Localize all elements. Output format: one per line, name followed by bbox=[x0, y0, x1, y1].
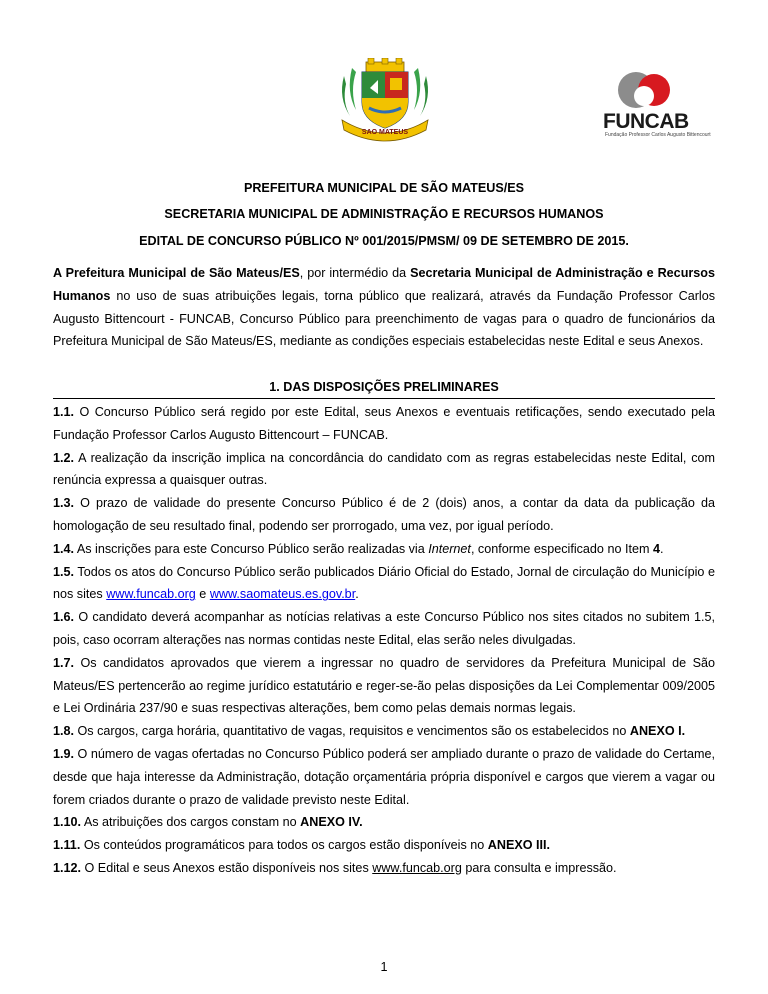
item-text: Todos os atos do Concurso Público serão publicados Diário Oficial do Estado, Jornal de circulação do Município e nos sites bbox=[53, 564, 715, 602]
item-1-1 bbox=[53, 401, 715, 447]
item-1-4 bbox=[53, 538, 715, 561]
annex-reference: ANEXO IV. bbox=[300, 815, 363, 830]
item-number: 1.2. bbox=[53, 450, 75, 465]
item-number: 1.10. bbox=[53, 815, 82, 830]
item-number: 1.12. bbox=[53, 860, 82, 875]
item-text: O prazo de validade do presente Concurso Público é de 2 (dois) anos, a contar da data da publicação da homologação de seu resultado final, podendo ser prorrogado, uma vez, por igual período. bbox=[53, 496, 715, 533]
intro-secretariat-name-cont: Humanos bbox=[53, 288, 111, 303]
intro-secretariat-name: Secretaria Municipal de Administração e Recursos bbox=[410, 266, 715, 280]
item-1-11 bbox=[53, 834, 715, 857]
item-number: 1.1. bbox=[53, 405, 75, 419]
annex-reference: ANEXO I. bbox=[629, 724, 686, 739]
intro-paragraph bbox=[53, 262, 715, 353]
item-1-7 bbox=[53, 652, 715, 720]
item-1-8 bbox=[53, 720, 715, 743]
item-1-2 bbox=[53, 447, 715, 493]
item-text: O candidato deverá acompanhar as notícias relativas a este Concurso Público nos sites citados no subitem 1.5, pois, caso ocorram alterações nas normas contidas neste Edital, elas serão neles divulgadas. bbox=[53, 610, 715, 647]
item-text: As atribuições dos cargos constam no bbox=[81, 815, 301, 830]
item-italic-term: Internet bbox=[428, 541, 471, 556]
intro-text-part: , por intermédio da bbox=[299, 266, 411, 280]
item-text: Os candidatos aprovados que vierem a ingressar no quadro de servidores da Prefeitura Municipal de São Mateus/ES pertencerão ao regime jurídico estatutário e reger-se-ão pelas disposições da Lei Complementar 009/2005 e Lei Ordinária 237/90 e suas respectivas alterações, bem como pelas demais normas legais. bbox=[53, 655, 715, 716]
annex-reference: ANEXO III. bbox=[487, 838, 551, 853]
item-1-9 bbox=[53, 743, 715, 811]
item-text: para consulta e impressão. bbox=[461, 860, 617, 875]
item-number: 1.5. bbox=[53, 564, 75, 579]
item-number: 1.4. bbox=[53, 541, 75, 556]
intro-text-rest: no uso de suas atribuições legais, torna público que realizará, através da Fundação Professor Carlos Augusto Bittencourt - FUNCAB, Concurso Público para preenchimento de vagas para o quadro de funcionários da Prefeitura Municipal de São Mateus/ES, mediante as condições especiais estabelecidas neste Edital e seus Anexos. bbox=[53, 288, 715, 349]
municipal-coat-of-arms-icon bbox=[336, 58, 434, 144]
item-text: A realização da inscrição implica na concordância do candidato com as regras estabelecidas neste Edital, com renúncia expressa a quaisquer outras. bbox=[53, 450, 715, 488]
item-text: . bbox=[355, 587, 359, 602]
item-text: As inscrições para este Concurso Público serão realizadas via bbox=[74, 541, 429, 556]
item-number: 1.6. bbox=[53, 610, 75, 625]
section-title: 1. DAS DISPOSIÇÕES PRELIMINARES bbox=[269, 380, 499, 394]
header-secretariat: SECRETARIA MUNICIPAL DE ADMINISTRAÇÃO E RECURSOS HUMANOS bbox=[164, 207, 604, 221]
item-text: O Edital e seus Anexos estão disponíveis nos sites bbox=[81, 860, 373, 875]
item-text: O Concurso Público será regido por este Edital, seus Anexos e eventuais retificações, sendo executado pela Fundação Professor Carlos Augusto Bittencourt – FUNCAB. bbox=[53, 405, 715, 442]
item-number: 1.9. bbox=[53, 746, 75, 761]
item-reference: 4 bbox=[652, 541, 660, 556]
item-number: 1.3. bbox=[53, 496, 75, 511]
item-text: O número de vagas ofertadas no Concurso Público poderá ser ampliado durante o prazo de validade do Certame, desde que haja interesse da Administração, dotação orçamentária própria disponível e cargos que vierem a vagar ou forem criados durante o prazo de validade previsto neste Edital. bbox=[53, 746, 715, 807]
item-number: 1.11. bbox=[53, 838, 81, 853]
item-text: Os cargos, carga horária, quantitativo de vagas, requisitos e vencimentos são os estabelecidos no bbox=[74, 724, 630, 739]
item-number: 1.7. bbox=[53, 655, 75, 670]
item-1-5 bbox=[53, 561, 715, 607]
funcab-site-link[interactable]: www.funcab.org bbox=[106, 587, 196, 602]
coat-of-arms-ribbon-text: SAO MATEUS bbox=[361, 129, 409, 136]
section-divider bbox=[53, 398, 715, 399]
item-text: e bbox=[195, 587, 210, 602]
item-text: Os conteúdos programáticos para todos os cargos estão disponíveis no bbox=[80, 838, 488, 853]
item-1-12 bbox=[53, 857, 715, 880]
funcab-logo-name: FUNCAB bbox=[603, 110, 689, 133]
section-items bbox=[53, 401, 715, 880]
item-number: 1.8. bbox=[53, 724, 75, 739]
page-number: 1 bbox=[380, 960, 388, 974]
item-text: . bbox=[659, 541, 664, 556]
saomateus-site-link[interactable]: www.saomateus.es.gov.br bbox=[209, 587, 356, 602]
item-1-3 bbox=[53, 492, 715, 538]
header-edital-title: EDITAL DE CONCURSO PÚBLICO Nº 001/2015/PMSM/ 09 DE SETEMBRO DE 2015. bbox=[139, 234, 629, 248]
funcab-logo-subtitle: Fundação Professor Carlos Augusto Bittencourt bbox=[605, 132, 711, 138]
header-municipality: PREFEITURA MUNICIPAL DE SÃO MATEUS/ES bbox=[243, 181, 525, 195]
intro-org-name: A Prefeitura Municipal de São Mateus/ES bbox=[53, 266, 300, 280]
item-1-10 bbox=[53, 811, 715, 834]
item-text: , conforme especificado no Item bbox=[470, 541, 653, 556]
funcab-site-link[interactable]: www.funcab.org bbox=[372, 860, 462, 875]
item-1-6 bbox=[53, 606, 715, 652]
